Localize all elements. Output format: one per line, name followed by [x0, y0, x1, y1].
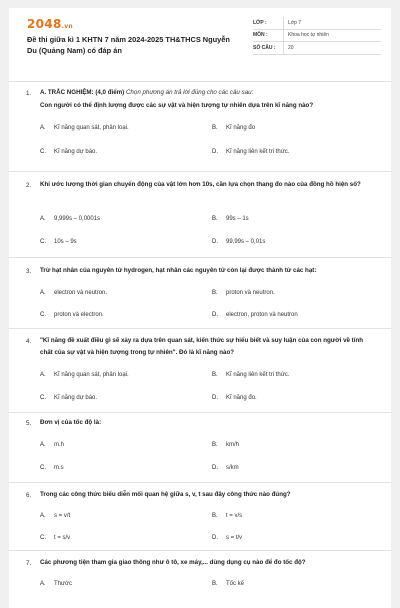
option-letter: C.	[40, 395, 46, 401]
option-b[interactable]	[212, 125, 255, 131]
option-text: m.h	[54, 442, 65, 448]
section-label: A. TRẮC NGHIỆM: (4,0 điểm)	[40, 89, 125, 96]
question-5	[9, 412, 391, 484]
question-text: Các phương tiện tham gia giao thông như ô tô, xe máy,... dùng dụng cụ nào để đo tốc độ?	[40, 559, 306, 566]
option-letter: C.	[40, 535, 46, 541]
option-text: 99s – 1s	[226, 216, 249, 222]
option-letter: D.	[212, 535, 218, 541]
option-text: Kĩ năng quan sát, phân loại.	[54, 125, 129, 131]
document-title: Đề thi giữa kì 1 KHTN 7 năm 2024-2025 TH&THCS Nguyễn Du (Quảng Nam) có đáp án	[27, 35, 230, 55]
option-c[interactable]	[40, 535, 70, 541]
option-letter: B.	[212, 581, 218, 587]
section-heading	[9, 81, 391, 95]
option-d[interactable]	[212, 312, 298, 318]
option-c[interactable]	[40, 239, 77, 245]
question-3	[9, 257, 391, 331]
meta-key: SỐ CÂU :	[253, 44, 276, 51]
option-text: 10s – 9s	[54, 239, 77, 245]
option-text: s/km	[226, 465, 239, 471]
option-text: Tốc kế	[226, 581, 245, 587]
option-text: Kĩ năng dự báo.	[54, 149, 98, 155]
question-number: 7.	[26, 560, 32, 567]
question-number: 5.	[26, 420, 32, 427]
option-letter: A.	[40, 581, 46, 587]
option-text: Kĩ năng đo	[226, 125, 256, 131]
option-letter: A.	[40, 290, 46, 296]
option-letter: D.	[212, 395, 218, 401]
question-6	[9, 482, 391, 554]
option-d[interactable]	[212, 395, 257, 401]
question-number: 2.	[26, 182, 32, 189]
option-text: 99,99s – 0,01s	[226, 239, 266, 245]
option-text: km/h	[226, 442, 240, 448]
option-text: Kĩ năng liên kết tri thức.	[226, 372, 290, 378]
option-c[interactable]	[40, 465, 64, 471]
question-4	[9, 328, 391, 416]
document-header	[9, 8, 391, 68]
option-letter: A.	[40, 216, 46, 222]
question-text: Khi ước lượng thời gian chuyển động của vật lớn hơn 10s, cần lựa chọn thang đo nào của đồng hồ hiện số?	[40, 181, 361, 188]
option-a[interactable]	[40, 290, 107, 296]
option-text: electron, proton và neutron	[226, 312, 298, 318]
meta-value: Khoa học tự nhiên	[283, 30, 381, 42]
option-text: t = v/s	[226, 513, 243, 519]
option-text: Kĩ năng đo.	[226, 395, 257, 401]
option-d[interactable]	[212, 149, 289, 155]
option-text: proton và neutron.	[226, 290, 275, 296]
question-number: 4.	[26, 338, 32, 345]
question-text: Trong các công thức biểu diễn mối quan hệ giữa s, v, t sau đây công thức nào đúng?	[40, 491, 291, 498]
question-text: Trừ hạt nhân của nguyên tử hydrogen, hạt nhân các nguyên tử còn lại được thành từ các hạt:	[40, 267, 317, 274]
option-letter: B.	[212, 513, 218, 519]
option-b[interactable]	[212, 442, 239, 448]
option-text: Thước	[54, 581, 72, 587]
option-text: m.s	[54, 465, 64, 471]
option-text: electron và neutron.	[54, 290, 108, 296]
option-b[interactable]	[212, 290, 275, 296]
option-d[interactable]	[212, 465, 239, 471]
meta-row-count	[253, 42, 381, 55]
logo-tld: .vn	[61, 23, 73, 30]
option-letter: B.	[212, 216, 218, 222]
option-b[interactable]	[212, 216, 249, 222]
option-letter: B.	[212, 372, 218, 378]
option-a[interactable]	[40, 216, 100, 222]
option-text: Kĩ năng dự báo.	[54, 395, 98, 401]
option-letter: B.	[212, 290, 218, 296]
site-logo[interactable]	[27, 17, 73, 31]
option-text: Kĩ năng quan sát, phân loại.	[54, 372, 129, 378]
option-text: s = t/v	[226, 535, 243, 541]
option-text: 9,999s – 0,0001s	[54, 216, 101, 222]
option-letter: A.	[40, 372, 46, 378]
option-text: Kĩ năng liên kết tri thức.	[226, 149, 290, 155]
option-letter: C.	[40, 465, 46, 471]
meta-value: 20	[283, 42, 381, 54]
logo-main: 2048	[27, 17, 62, 31]
question-2	[9, 171, 391, 259]
option-c[interactable]	[40, 312, 104, 318]
option-text: proton và electron.	[54, 312, 104, 318]
option-b[interactable]	[212, 581, 244, 587]
option-c[interactable]	[40, 149, 97, 155]
document-page	[9, 8, 391, 608]
question-number: 1.	[26, 90, 32, 97]
meta-table	[253, 17, 381, 55]
option-letter: B.	[212, 125, 218, 131]
option-letter: C.	[40, 312, 46, 318]
option-letter: A.	[40, 513, 46, 519]
option-letter: A.	[40, 125, 46, 131]
option-c[interactable]	[40, 395, 97, 401]
question-text: "Kĩ năng đề xuất điều gì sẽ xảy ra dựa trên quan sát, kiến thức sự hiểu biết và suy luận của con người về tính chất của sự vật và hiện tượng trong tự nhiên". Đó là kĩ năng nào?	[40, 337, 364, 356]
question-text: Đơn vị của tốc độ là:	[40, 419, 102, 426]
option-letter: B.	[212, 442, 218, 448]
question-number: 6.	[26, 492, 32, 499]
option-d[interactable]	[212, 239, 265, 245]
section-note: Chọn phương án trả lời đúng cho các câu sau:	[125, 89, 254, 96]
meta-row-subject	[253, 30, 381, 43]
option-a[interactable]	[40, 442, 64, 448]
question-number: 3.	[26, 268, 32, 275]
option-b[interactable]	[212, 372, 289, 378]
option-letter: D.	[212, 465, 218, 471]
meta-key: LỚP :	[253, 19, 267, 26]
option-letter: C.	[40, 239, 46, 245]
option-letter: D.	[212, 239, 218, 245]
option-letter: D.	[212, 312, 218, 318]
question-text: Con người có thể định lượng được các sự vật và hiện tượng tự nhiên dựa trên kĩ năng nào?	[40, 102, 314, 109]
option-a[interactable]	[40, 581, 72, 587]
meta-key: MÔN :	[253, 32, 268, 39]
option-letter: C.	[40, 149, 46, 155]
meta-value: Lớp 7	[283, 17, 381, 29]
option-text: s = v/t	[54, 513, 71, 519]
option-a[interactable]	[40, 513, 70, 519]
option-letter: A.	[40, 442, 46, 448]
meta-row-class	[253, 17, 381, 30]
option-a[interactable]	[40, 125, 129, 131]
question-1	[9, 96, 391, 174]
option-a[interactable]	[40, 372, 129, 378]
option-d[interactable]	[212, 535, 242, 541]
option-text: t = s/v	[54, 535, 71, 541]
question-7	[9, 550, 391, 608]
option-letter: D.	[212, 149, 218, 155]
option-b[interactable]	[212, 513, 242, 519]
